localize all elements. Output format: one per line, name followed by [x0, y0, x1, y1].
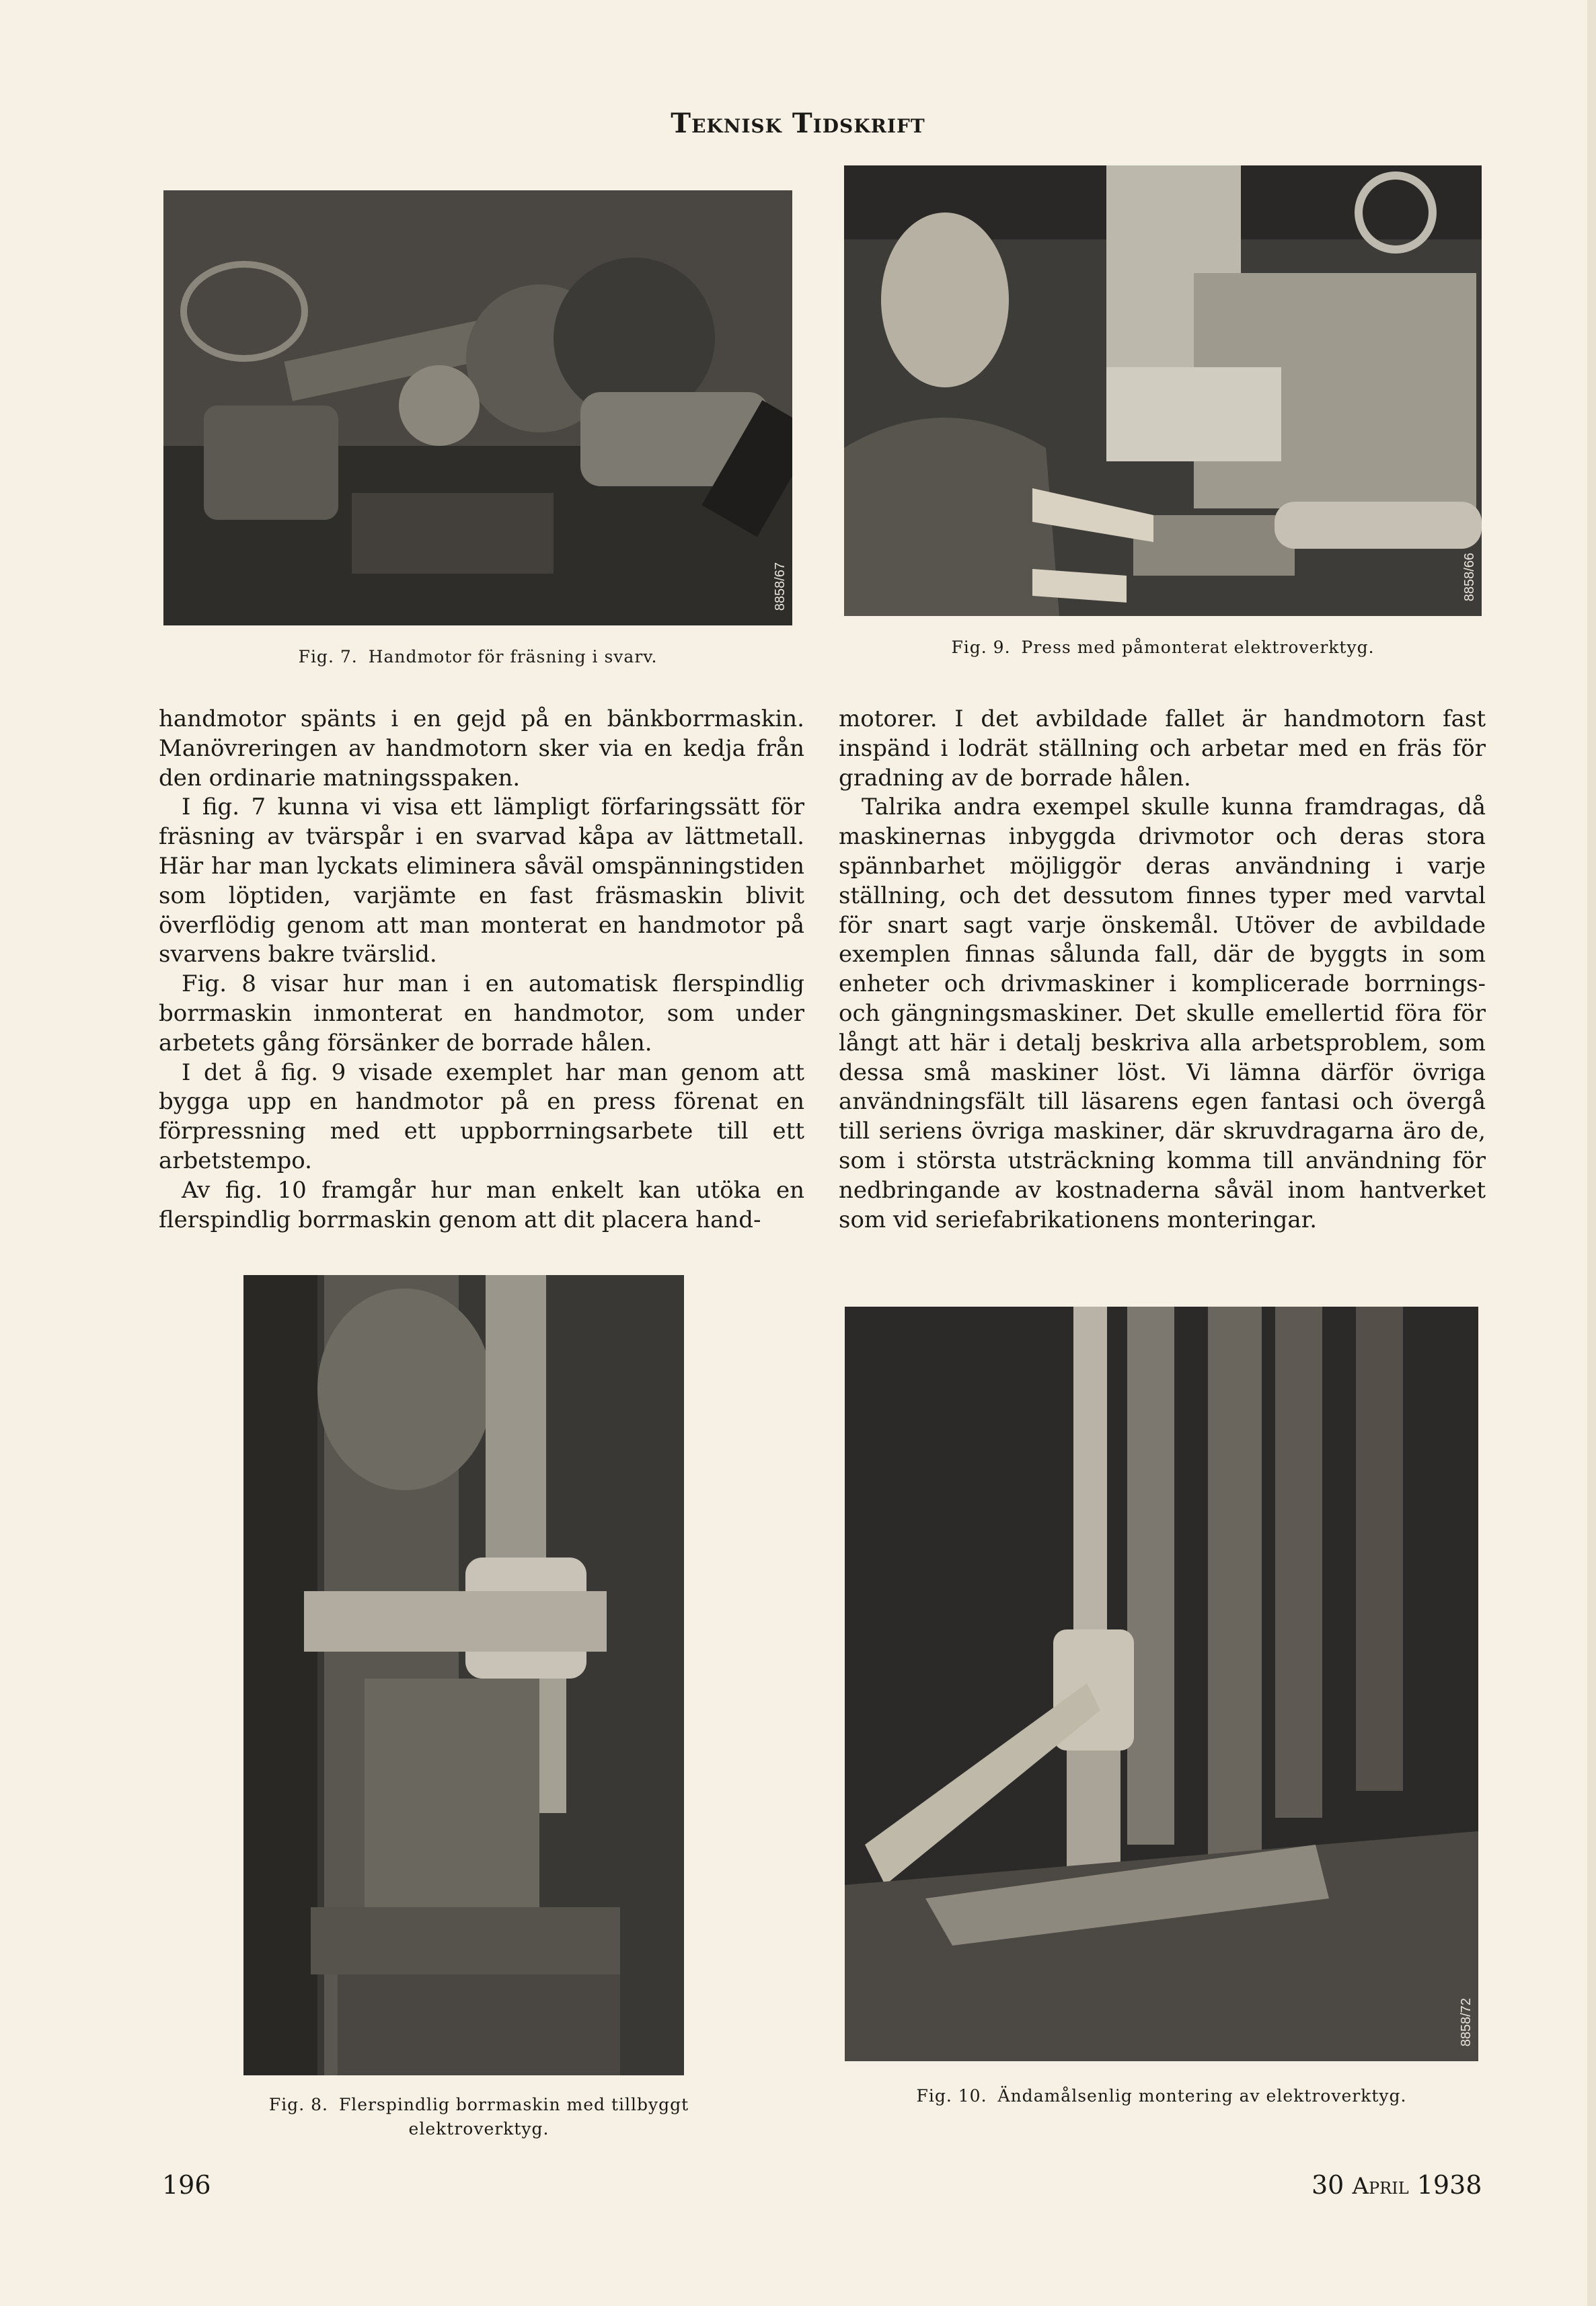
- figure-10-caption: [845, 2086, 1478, 2106]
- figure-7-code: 8858/67: [773, 562, 788, 611]
- figure-10-caption-text: Ändamålsenlig montering av elektroverktyg.: [997, 2086, 1407, 2106]
- figure-9-caption: [844, 638, 1482, 657]
- figure-8-caption-text: Flerspindlig borrmaskin med tillbyggt: [338, 2095, 689, 2114]
- figure-9-code: 8858/66: [1462, 552, 1477, 601]
- issue-date-day: 30: [1312, 2170, 1344, 2200]
- issue-date-year: 1938: [1416, 2170, 1482, 2200]
- figure-10-photo: [845, 1307, 1478, 2061]
- figure-8-label: Fig. 8.: [268, 2095, 328, 2114]
- figure-10-code: 8858/72: [1459, 1997, 1474, 2046]
- paragraph: handmotor spänts i en gejd på en bänkborrmaskin. Manövreringen av handmotorn sker via en kedja från den ordinarie matningsspaken.: [159, 705, 804, 792]
- paragraph: Fig. 8 visar hur man i en automatisk flerspindlig borrmaskin inmonterat en handmotor, som under arbetets gång försänker de borrade hålen.: [159, 970, 804, 1056]
- figure-8-caption: [243, 2093, 714, 2141]
- paragraph: Av fig. 10 framgår hur man enkelt kan utöka en flerspindlig borrmaskin genom att dit placera hand-: [159, 1176, 804, 1233]
- page-number: 196: [162, 2170, 211, 2200]
- figure-7-caption: [163, 647, 792, 666]
- issue-date: [1312, 2170, 1482, 2200]
- issue-date-month: April: [1352, 2173, 1409, 2200]
- figure-9-caption-text: Press med påmonterat elektroverktyg.: [1021, 638, 1375, 657]
- paragraph: Talrika andra exempel skulle kunna framdragas, då maskinernas inbyggda drivmotor och deras stora spännbarhet möjliggör deras användning i varje ställning, och det dessutom finnes typer med varvtal för snart sagt varje önskemål. Utöver de avbildade exemplen finnas sålunda fall, där de byggts in som enheter och drivmaskiner i komplicerade borrnings- och gängningsmaskiner. Det skulle emellertid föra för långt att här i detalj beskriva alla arbetsproblem, som dessa små maskiner löst. Vi lämna därför övriga användningsfält till läsarens egen fantasi och övergå till seriens övriga maskiner, där skruvdragarna äro de, som i största utsträckning komma till användning för nedbringande av kostnaderna såväl inom hantverket som vid seriefabrikationens monteringar.: [839, 794, 1486, 1233]
- left-text-column: [159, 705, 804, 1235]
- figure-9-label: Fig. 9.: [951, 638, 1011, 657]
- page-edge: [1587, 0, 1596, 2306]
- figure-8-caption-text-line2: elektroverktyg.: [408, 2119, 549, 2139]
- paragraph: I det å fig. 9 visade exemplet har man genom att bygga upp en handmotor på en press förenat en förpressning med ett uppborrningsarbete till ett arbetstempo.: [159, 1059, 804, 1174]
- figure-7-label: Fig. 7.: [298, 647, 358, 666]
- right-text-column: [839, 705, 1486, 1235]
- figure-7-photo: [163, 190, 792, 625]
- journal-header: Teknisk Tidskrift: [671, 108, 925, 139]
- figure-10-label: Fig. 10.: [916, 2086, 987, 2106]
- figure-7-caption-text: Handmotor för fräsning i svarv.: [368, 647, 658, 666]
- paragraph: motorer. I det avbildade fallet är handmotorn fast inspänd i lodrät ställning och arbetar med en fräs för gradning av de borrade hålen.: [839, 705, 1486, 792]
- figure-9-photo: [844, 165, 1482, 616]
- paragraph: I fig. 7 kunna vi visa ett lämpligt förfaringssätt för fräsning av tvärspår i en svarvad kåpa av lättmetall. Här har man lyckats eliminera såväl omspänningstiden som löptiden, varjämte en fast fräsmaskin blivit överflödig genom att man monterat en handmotor på svarvens bakre tvärslid.: [159, 794, 804, 968]
- figure-8-photo: [243, 1275, 684, 2075]
